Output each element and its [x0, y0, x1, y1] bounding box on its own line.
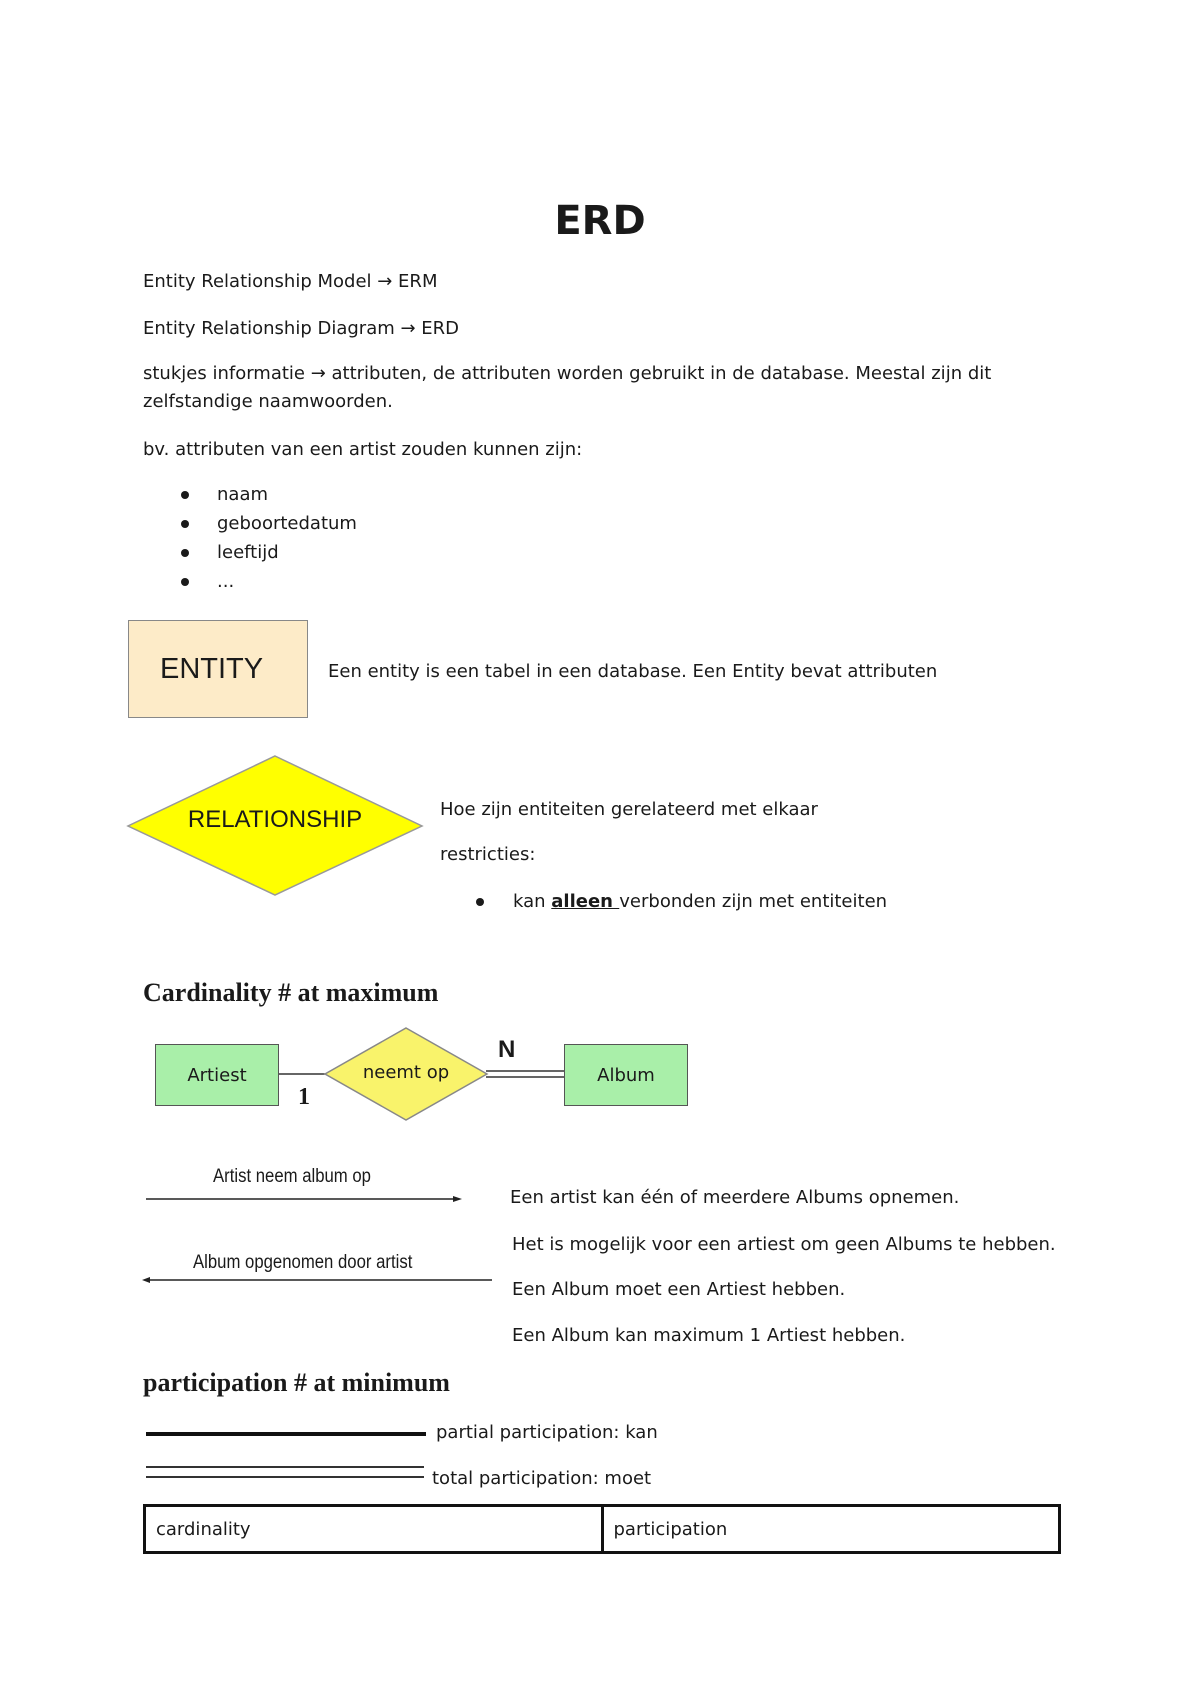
- table-cell-cardinality: cardinality: [145, 1506, 603, 1553]
- erm-line: Entity Relationship Model → ERM: [143, 271, 438, 292]
- partial-line: [146, 1432, 426, 1436]
- list-item: naam: [143, 480, 357, 509]
- comparison-table: [143, 1504, 1061, 1554]
- table-cell-participation: participation: [602, 1506, 1060, 1553]
- restriction-text: verbonden zijn met entiteiten: [619, 891, 888, 912]
- right-cardinality: N: [498, 1036, 516, 1063]
- erd-line: Entity Relationship Diagram → ERD: [143, 318, 460, 339]
- restrictions-label: restricties:: [440, 844, 536, 865]
- total-line-bottom: [146, 1476, 424, 1478]
- restriction-text: kan: [513, 891, 552, 912]
- entity-artiest: [155, 1044, 279, 1106]
- relationship-description: Hoe zijn entiteiten gerelateerd met elkaar: [440, 799, 818, 820]
- entity-album-label: Album: [597, 1064, 655, 1086]
- forward-arrow: [144, 1192, 464, 1206]
- entity-box: [128, 620, 308, 718]
- relation-label: neemt op: [362, 1062, 450, 1083]
- info-paragraph: stukjes informatie → attributen, de attributen worden gebruikt in de database. Meestal zijn dit zelfstandige naamwoorden.: [143, 363, 992, 412]
- participation-heading: participation # at minimum: [143, 1368, 450, 1397]
- forward-arrow-label: Artist neem album op: [213, 1166, 371, 1187]
- statement-3: Een Album moet een Artiest hebben.: [512, 1279, 846, 1300]
- total-line-top: [146, 1466, 424, 1468]
- entity-album: [564, 1044, 688, 1106]
- example-line: bv. attributen van een artist zouden kunnen zijn:: [143, 439, 583, 460]
- list-item: ...: [143, 567, 357, 596]
- statement-1: Een artist kan één of meerdere Albums opnemen.: [510, 1187, 960, 1208]
- back-arrow: [140, 1274, 495, 1288]
- restriction-item: [513, 888, 887, 916]
- table-row: [145, 1506, 1060, 1553]
- back-arrow-label: Album opgenomen door artist: [193, 1252, 413, 1273]
- total-label: total participation: moet: [432, 1468, 652, 1489]
- bullet-dot: [476, 898, 484, 906]
- statement-2: Het is mogelijk voor een artiest om geen Albums te hebben.: [512, 1234, 1056, 1255]
- relationship-label: RELATIONSHIP: [187, 806, 363, 833]
- list-item: leeftijd: [143, 538, 357, 567]
- statement-4: Een Album kan maximum 1 Artiest hebben.: [512, 1325, 906, 1346]
- list-item: geboortedatum: [143, 509, 357, 538]
- entity-description: Een entity is een tabel in een database. Een Entity bevat attributen: [328, 661, 938, 682]
- cardinality-heading: Cardinality # at maximum: [143, 978, 439, 1007]
- restriction-emphasis: alleen: [551, 891, 620, 912]
- partial-label: partial participation: kan: [436, 1422, 658, 1443]
- attribute-list: [143, 480, 357, 596]
- page-title: ERD: [554, 198, 646, 244]
- entity-artiest-label: Artiest: [187, 1064, 247, 1086]
- left-cardinality: 1: [298, 1084, 310, 1110]
- entity-label: ENTITY: [160, 652, 264, 685]
